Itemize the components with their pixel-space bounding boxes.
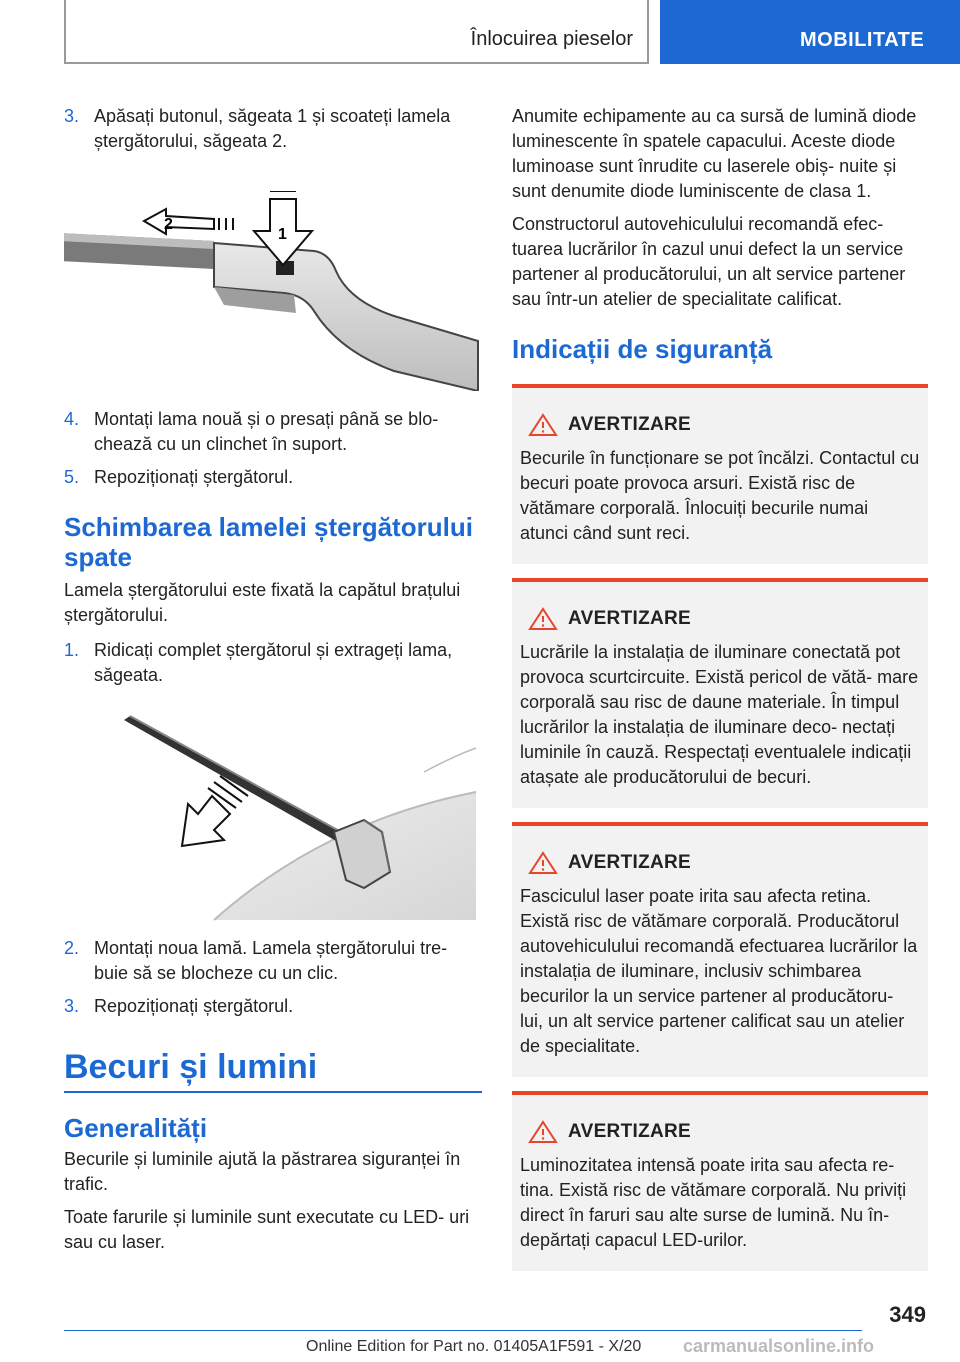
footer-rule [64,1330,862,1331]
warning-box-short-circuit [512,578,928,808]
step-text: Montați noua lamă. Lamela ștergătorului tre‐ buie să se blocheze cu un clic. [94,938,448,983]
warning-triangle-icon [528,413,558,437]
warning-box-brightness [512,1091,928,1271]
step-text: Apăsați butonul, săgeata 1 și scoateți lamela ștergătorului, săgeata 2. [94,106,451,151]
step-text: Montați lama nouă și o presați până se blo‐ chează cu un clinchet în suport. [94,409,439,454]
warning-text: Luminozitatea intensă poate irita sau afecta re‐ tina. Există risc de vătămare corporală. Nu priviți direct în faruri sau alte surse de lumină. Nu în‐ depărtați capacul LED-urilor. [520,1155,907,1250]
step-2-mount-new-blade [64,936,482,986]
figure-rear-wiper-remove [64,712,482,928]
step-text: Repoziționați ștergătorul. [94,996,294,1016]
warning-triangle-icon [528,607,558,631]
step-4-mount-blade [64,407,482,457]
step-number: 3. [64,996,80,1016]
manufacturer-recommendation-paragraph: Constructorul autovehiculului recomandă efec‐ tuarea lucrărilor în cazul unui defect la un service partener al producătorului, un alt service partener sau într-un atelier de specialitate calificat. [512,214,906,309]
footer-edition: Online Edition for Part no. 01405A1F591 - X/20 [306,1338,642,1355]
step-3-reposition-rear [64,994,482,1019]
step-1-lift-wiper [64,638,482,688]
arrow-down-left-icon [182,776,248,846]
warning-title: AVERTIZARE [568,1121,691,1142]
header-chapter-box [660,0,960,64]
step-number: 1. [64,640,80,660]
warning-text: Lucrările la instalația de iluminare conectată pot provoca scurtcircuite. Există pericol de vătă‐ mare corporală sau risc de daune materiale. În timpul lucrărilor la instalația de iluminare deco‐ nectați luminile în cauză. Respectați eventualele indicații atașate ale producătorului de becuri. [520,642,919,787]
step-text: Repoziționați ștergătorul. [94,467,294,487]
general-paragraph-1: Becurile și luminile ajută la păstrarea siguranței în trafic. [64,1149,461,1194]
footer-watermark: carmanualsonline.info [683,1336,875,1356]
general-heading: Generalități [64,1113,208,1143]
step-number: 2. [64,938,80,958]
figure-front-wiper-release [64,191,482,391]
arrow-2-icon [144,209,233,234]
bulbs-heading-rule [64,1091,482,1093]
header-chapter-title: MOBILITATE [800,29,925,51]
step-text: Ridicați complet ștergătorul și extrageți lama, săgeata. [94,640,453,685]
step-number: 4. [64,409,80,429]
rear-wiper-heading: Schimbarea lamelei ștergătorului spate [64,512,473,572]
warning-text: Fasciculul laser poate irita sau afecta retina. Există risc de vătămare corporală. Producătorul autovehiculului recomandă efectuarea lucrărilor la instalația de iluminare, inclusiv schimbarea becurilor la un service partener al producătoru‐ lui, un alt service partener calificat sau un atelier de specialitate. [520,886,918,1056]
header-section-box [64,0,649,64]
arrow-2-label: 2 [164,216,173,233]
warning-box-laser [512,822,928,1077]
warning-triangle-icon [528,851,558,875]
step-number: 5. [64,467,80,487]
rear-wiper-illustration [64,712,482,928]
warning-title: AVERTIZARE [568,414,691,435]
warning-triangle-icon [528,1120,558,1144]
rear-wiper-intro: Lamela ștergătorului este fixată la capătul brațului ștergătorului. [64,580,461,625]
bulbs-heading: Becuri și lumini [64,1048,318,1086]
safety-heading: Indicații de siguranță [512,334,773,364]
step-5-reposition [64,465,482,490]
arrow-1-label: 1 [278,226,287,243]
step-number: 3. [64,106,80,126]
led-intro-paragraph: Anumite echipamente au ca sursă de lumină diode luminescente în spatele capacului. Aceste diode luminoase sunt înrudite cu laserele obiș‐ nuite și sunt denumite diode luminiscente de clasa 1. [512,106,917,201]
front-wiper-illustration [64,191,482,391]
warning-box-hot-bulbs [512,384,928,564]
general-paragraph-2: Toate farurile și luminile sunt executate cu LED- uri sau cu laser. [64,1207,470,1252]
warning-title: AVERTIZARE [568,608,691,629]
warning-title: AVERTIZARE [568,852,691,873]
header-section-title: Înlocuirea pieselor [470,28,633,50]
left-column [64,104,482,1255]
step-3-release-blade [64,104,482,154]
page-number: 349 [889,1302,926,1327]
right-column [512,104,928,1271]
warning-text: Becurile în funcționare se pot încălzi. Contactul cu becuri poate provoca arsuri. Există risc de vătămare corporală. Înlocuiți becurile numai atunci când sunt reci. [520,448,920,543]
